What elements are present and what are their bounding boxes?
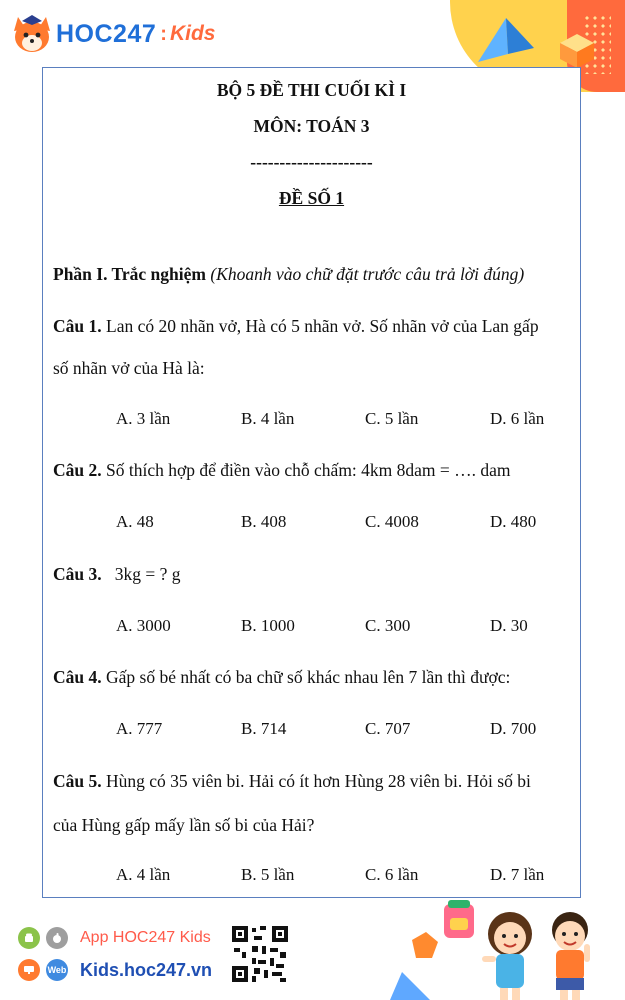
question-1-option-a[interactable]: A. 3 lần xyxy=(116,409,171,428)
question-2 xyxy=(53,460,511,481)
question-5-option-a[interactable]: A. 4 lần xyxy=(116,865,171,884)
question-3-option-b[interactable]: B. 1000 xyxy=(241,616,295,635)
question-5-option-b[interactable]: B. 5 lần xyxy=(241,865,295,884)
question-2-option-c[interactable]: C. 4008 xyxy=(365,512,419,531)
question-5 xyxy=(53,771,531,792)
question-2-option-b[interactable]: B. 408 xyxy=(241,512,287,531)
exam-title: BỘ 5 ĐỀ THI CUỐI KÌ I xyxy=(216,80,407,100)
question-1-label: Câu 1. xyxy=(53,316,102,336)
web-icon[interactable]: Web xyxy=(46,959,68,981)
question-2-option-a[interactable]: A. 48 xyxy=(116,512,154,531)
pentagon-shape xyxy=(412,932,438,958)
question-2-option-d[interactable]: D. 480 xyxy=(490,512,537,531)
question-3-text: 3kg = ? g xyxy=(101,564,181,584)
apple-icon[interactable] xyxy=(46,927,68,949)
question-3-label: Câu 3. xyxy=(53,564,102,584)
question-3 xyxy=(53,564,181,585)
logo-text: HOC247 xyxy=(56,19,157,48)
question-1-text-continued: số nhãn vở của Hà là: xyxy=(53,358,205,378)
logo-separator: : xyxy=(160,22,167,45)
question-2-text: Số thích hợp để điền vào chỗ chấm: 4km 8dam = …. dam xyxy=(101,460,511,480)
question-1-text: Lan có 20 nhãn vở, Hà có 5 nhãn vở. Số nhãn vở của Lan gấp xyxy=(101,316,539,336)
kids-illustration xyxy=(390,900,625,1000)
triangle-shape xyxy=(390,972,430,1000)
question-4-option-a[interactable]: A. 777 xyxy=(116,719,163,738)
hoc247-kids-logo[interactable] xyxy=(10,14,215,54)
fox-mascot-icon xyxy=(10,13,54,55)
question-3-option-c[interactable]: C. 300 xyxy=(365,616,411,635)
question-5-text-continued: của Hùng gấp mấy lần số bi của Hải? xyxy=(53,815,315,835)
exam-number: ĐỀ SỐ 1 xyxy=(278,188,345,208)
question-5-option-c[interactable]: C. 6 lần xyxy=(365,865,419,884)
footer-web-row[interactable] xyxy=(18,959,212,981)
boy-illustration xyxy=(552,912,590,1000)
part1-heading xyxy=(53,264,524,285)
question-3-option-a[interactable]: A. 3000 xyxy=(116,616,171,635)
question-4-label: Câu 4. xyxy=(53,667,102,687)
part1-instruction: (Khoanh vào chữ đặt trước câu trả lời đúng) xyxy=(210,264,525,284)
cube-icon xyxy=(560,34,594,68)
logo-kids: Kids xyxy=(169,22,216,45)
question-5-label: Câu 5. xyxy=(53,771,102,791)
question-4 xyxy=(53,667,510,688)
question-1-option-d[interactable]: D. 6 lần xyxy=(490,409,545,428)
android-icon[interactable] xyxy=(18,927,40,949)
question-1-option-c[interactable]: C. 5 lần xyxy=(365,409,419,428)
exam-subject: MÔN: TOÁN 3 xyxy=(253,116,370,136)
question-5-text: Hùng có 35 viên bi. Hải có ít hơn Hùng 28 viên bi. Hỏi số bi xyxy=(101,771,531,791)
question-1-option-b[interactable]: B. 4 lần xyxy=(241,409,295,428)
question-1 xyxy=(53,316,539,337)
question-4-option-d[interactable]: D. 700 xyxy=(490,719,537,738)
exam-frame xyxy=(42,67,581,898)
part1-label: Phần I. Trắc nghiệm xyxy=(53,264,206,284)
question-4-option-b[interactable]: B. 714 xyxy=(241,719,287,738)
header-divider: --------------------- xyxy=(250,152,373,172)
question-4-option-c[interactable]: C. 707 xyxy=(365,719,411,738)
footer-app-row[interactable] xyxy=(18,927,211,949)
question-4-text: Gấp số bé nhất có ba chữ số khác nhau lên 7 lần thì được: xyxy=(101,667,511,687)
question-3-option-d[interactable]: D. 30 xyxy=(490,616,528,635)
question-5-option-d[interactable]: D. 7 lần xyxy=(490,865,545,884)
pyramid-icon xyxy=(478,18,534,62)
question-2-label: Câu 2. xyxy=(53,460,102,480)
monitor-icon[interactable] xyxy=(18,959,40,981)
qr-code[interactable] xyxy=(232,926,288,982)
footer-app-label: App HOC247 Kids xyxy=(80,929,211,946)
girl-illustration xyxy=(482,912,532,1000)
footer-website[interactable]: Kids.hoc247.vn xyxy=(80,959,213,980)
